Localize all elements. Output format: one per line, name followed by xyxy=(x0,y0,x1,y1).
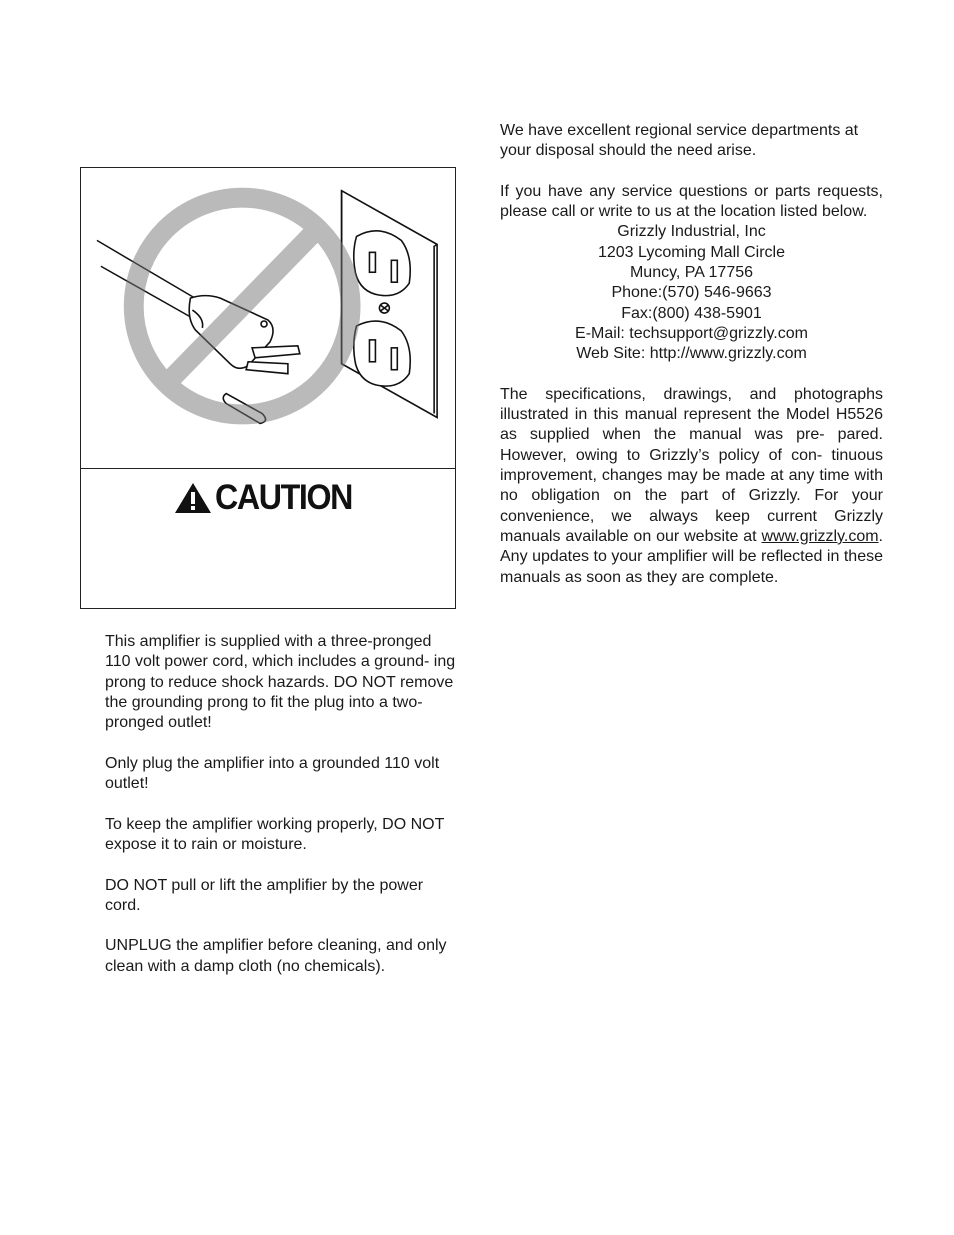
fax-number: Fax:(800) 438-5901 xyxy=(621,304,762,322)
service-info xyxy=(500,121,883,608)
safety-paragraph: To keep the amplifier working properly, DO NOT expose it to rain or moisture. xyxy=(105,815,445,853)
specs-text-end: . Any updates to your amplifier will be reflected in these manuals as soon as they are complete. xyxy=(500,527,883,586)
safety-paragraph: DO NOT pull or lift the amplifier by the power cord. xyxy=(105,876,424,914)
company-name: Grizzly Industrial, Inc xyxy=(617,223,766,241)
warning-icon xyxy=(173,481,213,515)
no-two-prong-outlet-icon xyxy=(81,168,455,468)
safety-paragraph: Only plug the amplifier into a grounded 110 volt outlet! xyxy=(105,754,440,793)
email-address: E-Mail: techsupport@grizzly.com xyxy=(575,324,808,342)
website-address: Web Site: http://www.grizzly.com xyxy=(576,345,807,363)
specs-text: The specifications, drawings, and photographs illustrated in this manual represent the Model H5526 as supplied when the manual was pre- pared. However, owing to Grizzly’s policy of con- tinuous improvement, changes may be made at any time with no obligation on the part of Grizzly. For your convenience, we always keep current Grizzly manuals available on our website at xyxy=(500,385,883,545)
caution-label: CAUTION xyxy=(214,478,352,517)
prohibited-sign xyxy=(134,198,351,415)
website-link[interactable]: www.grizzly.com xyxy=(761,527,879,545)
safety-paragraph: UNPLUG the amplifier before cleaning, and only clean with a damp cloth (no chemicals). xyxy=(105,937,447,975)
contact-prompt: If you have any service questions or parts requests, please call or write to us at the location listed below. xyxy=(500,182,883,221)
caution-divider xyxy=(81,468,455,469)
city-state-zip: Muncy, PA 17756 xyxy=(629,264,754,282)
caution-heading xyxy=(81,480,455,516)
street-address: 1203 Lycoming Mall Circle xyxy=(597,243,786,261)
caution-box xyxy=(80,167,456,609)
specifications-paragraph xyxy=(500,385,883,588)
company-address xyxy=(500,222,883,364)
safety-paragraph: This amplifier is supplied with a three-pronged 110 volt power cord, which includes a ground- ing prong to reduce shock hazards. DO NOT remove the grounding prong to fit the plug into a two-pronged outlet! xyxy=(105,633,456,732)
service-intro: We have excellent regional service departments at your disposal should the need arise. xyxy=(500,122,859,160)
safety-instructions xyxy=(105,632,461,997)
phone-number: Phone:(570) 546-9663 xyxy=(611,284,772,302)
